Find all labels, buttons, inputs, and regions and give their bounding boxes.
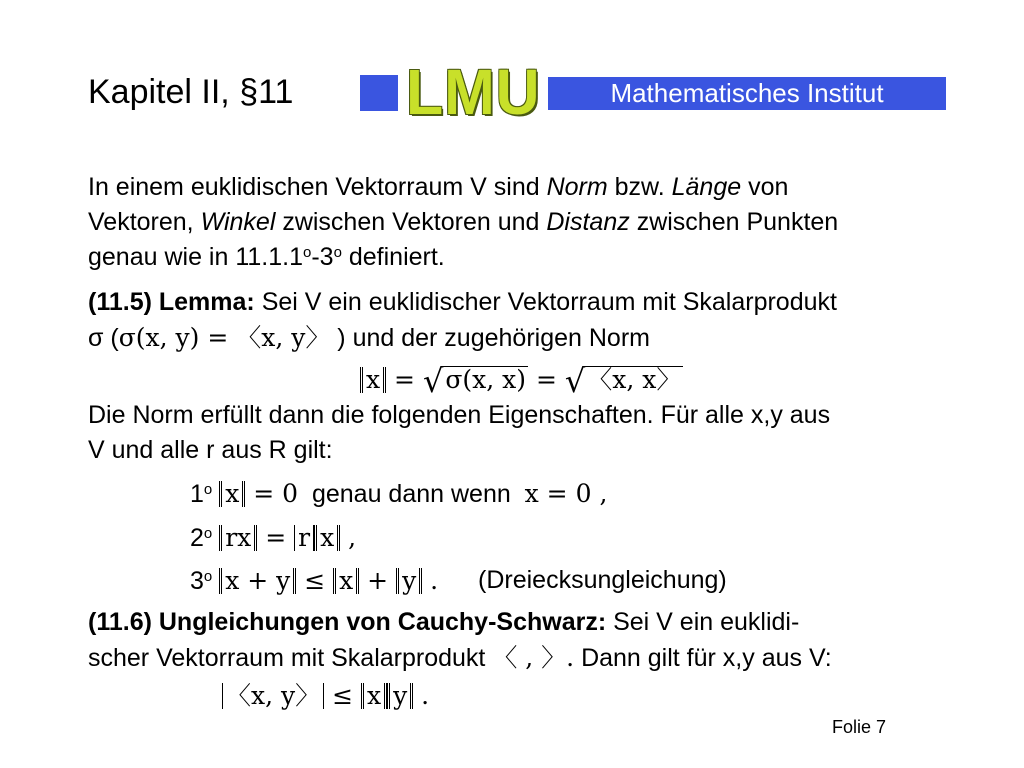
slide-number: Folie 7 — [831, 717, 886, 737]
intro-line-3: genau wie in 11.1.1$^o$-3$^o$ definiert. — [88, 243, 445, 271]
property-1: 1$^o$ x = 0 genau dann wenn x = 0 , — [190, 479, 608, 508]
intro-line-2: Vektoren, Winkel zwischen Vektoren und Distanz zwischen Punkten — [88, 208, 839, 236]
props-intro-line-1: Die Norm erfüllt dann die folgenden Eigenschaften. Für alle x,y aus — [88, 401, 831, 429]
lmu-logo: LMU — [406, 56, 541, 128]
institute-banner: Mathematisches Institut — [548, 77, 946, 110]
property-3: 3$^o$ x + y ≤ x + y . — [190, 566, 439, 595]
cauchy-line-2: scher Vektorraum mit Skalarprodukt 〈 , 〉. Dann gilt für x,y aus V: — [88, 643, 832, 672]
cauchy-label: (11.6) Ungleichungen von Cauchy-Schwarz: — [88, 608, 607, 636]
logo-square — [360, 75, 398, 111]
lemma-line-2: σ (σ(x, y) = 〈x, y〉 ) und der zugehörigen Norm — [88, 323, 650, 352]
triangle-inequality-note: (Dreiecksungleichung) — [478, 566, 727, 594]
term-norm: Norm — [546, 173, 608, 201]
sigma-definition: σ(x, y) = 〈x, y〉 — [118, 323, 331, 352]
term-distanz: Distanz — [546, 208, 630, 236]
page-title: Kapitel II, §11 — [88, 73, 294, 111]
props-intro-line-2: V und alle r aus R gilt: — [88, 436, 333, 464]
cauchy-schwarz-inequality: 〈x, y〉 ≤ x y . — [222, 678, 429, 713]
intro-line-1: In einem euklidischen Vektorraum V sind Norm bzw. Länge von — [88, 173, 789, 201]
lemma-label: (11.5) Lemma: — [88, 288, 255, 316]
cauchy-line-1: (11.6) Ungleichungen von Cauchy-Schwarz: Sei V ein euklidi- — [88, 608, 800, 636]
lemma-line-1: (11.5) Lemma: Sei V ein euklidischer Vektorraum mit Skalarprodukt — [88, 288, 837, 316]
property-2: 2$^o$ rx = r x , — [190, 523, 357, 552]
term-laenge: Länge — [671, 173, 742, 201]
term-winkel: Winkel — [200, 208, 276, 236]
norm-definition: x = √σ(x, x) = √〈x, x〉 — [360, 362, 683, 399]
